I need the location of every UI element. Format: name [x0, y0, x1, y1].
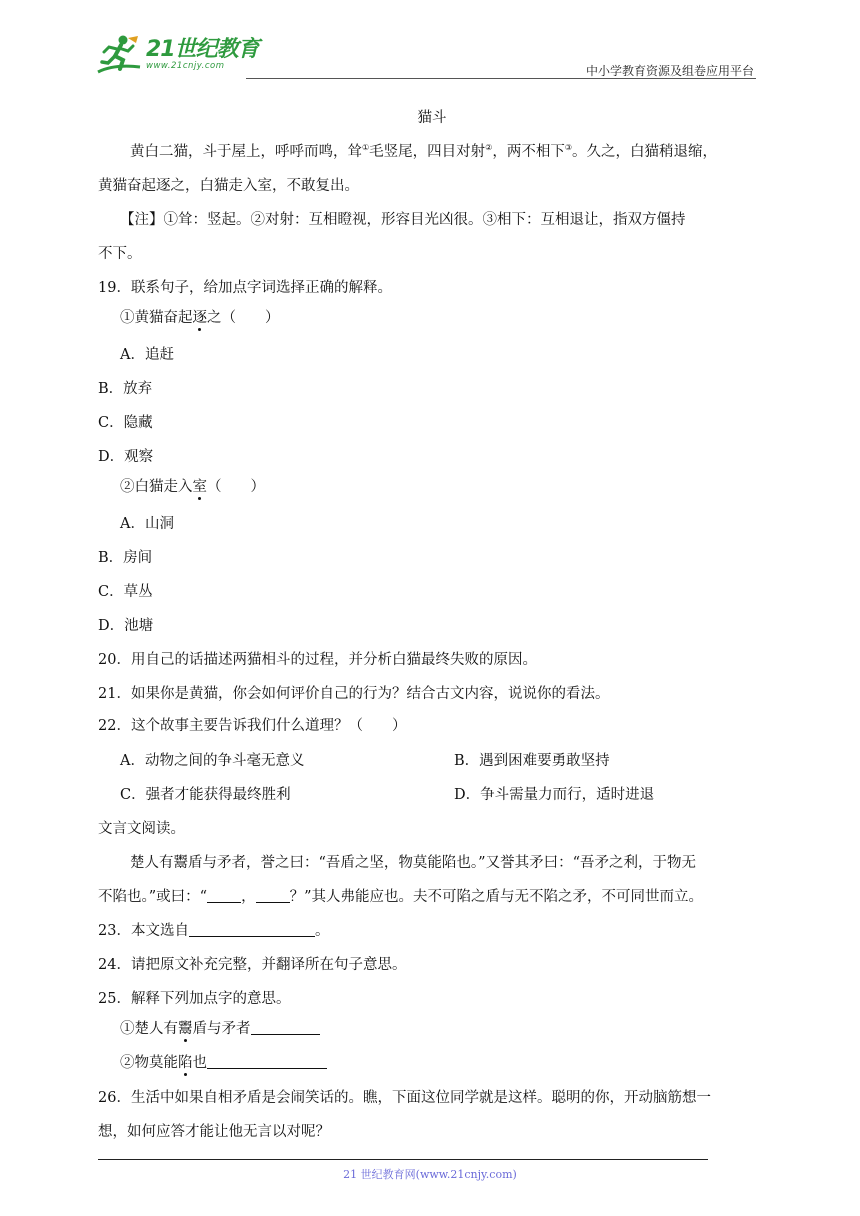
- question-19-stem: 19．联系句子，给加点字词选择正确的解释。: [98, 280, 392, 296]
- notes-line1: 【注】①耸：竖起。②对射：互相瞪视，形容目光凶很。③相下：互相退让，指双方僵持: [120, 212, 686, 228]
- passage-paragraph-line1: [130, 140, 717, 161]
- option-19-2-b[interactable]: B．房间: [98, 550, 153, 566]
- footnote-marker: ①: [362, 143, 370, 152]
- question-20: 20．用自己的话描述两猫相斗的过程，并分析白猫最终失败的原因。: [98, 652, 537, 668]
- footer-divider: [98, 1159, 708, 1160]
- passage-paragraph-line2: 黄猫奋起逐之，白猫走入室，不敢复出。: [98, 178, 359, 194]
- option-22-a[interactable]: A．动物之间的争斗毫无意义: [120, 753, 305, 769]
- question-22-stem: 22．这个故事主要告诉我们什么道理？（ ）: [98, 718, 407, 734]
- passage-text: ？”其人弗能应也。夫不可陷之盾与无不陷之矛，不可同世而立。: [289, 889, 703, 905]
- passage-text: ，: [241, 889, 256, 905]
- fill-blank-2[interactable]: [256, 888, 290, 903]
- logo-title: 21世纪教育: [146, 37, 259, 62]
- sub-question-text: 之（ ）: [207, 310, 280, 326]
- option-19-2-a[interactable]: A．山洞: [120, 516, 174, 532]
- dotted-character: 逐: [192, 310, 207, 326]
- passage-text: 毛竖尾，四目对射: [369, 144, 486, 160]
- question-24: 24．请把原文补充完整，并翻译所在句子意思。: [98, 957, 407, 973]
- passage-title: 猫斗: [417, 110, 447, 126]
- site-logo: [96, 34, 259, 76]
- question-21: 21．如果你是黄猫，你会如何评价自己的行为？结合古文内容，说说你的看法。: [98, 686, 610, 702]
- header-divider: [246, 78, 756, 79]
- passage-text: 不陷也。”或曰：“: [98, 889, 208, 905]
- question-text: 。: [314, 923, 330, 939]
- section-heading: 文言文阅读。: [98, 821, 185, 837]
- sub-question-text: ②物莫能: [120, 1055, 178, 1071]
- footnote-marker: ③: [564, 143, 573, 152]
- question-19-sub1: [120, 306, 280, 327]
- answer-blank[interactable]: [251, 1020, 320, 1035]
- footnote-marker: ②: [485, 143, 493, 152]
- dotted-character: 室: [192, 479, 207, 495]
- question-23: [98, 919, 329, 940]
- dotted-character: 鬻: [178, 1021, 193, 1037]
- fill-blank-1[interactable]: [207, 888, 241, 903]
- answer-blank[interactable]: [189, 922, 315, 937]
- option-19-1-a[interactable]: A．追赶: [120, 347, 174, 363]
- passage2-line2: [98, 885, 703, 906]
- question-26-line1: 26．生活中如果自相矛盾是会闹笑话的。瞧，下面这位同学就是这样。聪明的你，开动脑筋想一: [98, 1090, 711, 1106]
- option-22-b[interactable]: B．遇到困难要勇敢坚持: [454, 753, 610, 769]
- notes-line2: 不下。: [98, 246, 142, 262]
- sub-question-text: ①楚人有: [120, 1021, 178, 1037]
- option-19-2-c[interactable]: C．草丛: [98, 584, 153, 600]
- option-19-2-d[interactable]: D．池塘: [98, 618, 154, 634]
- logo-url: www.21cnjy.com: [146, 61, 225, 71]
- option-22-c[interactable]: C．强者才能获得最终胜利: [120, 787, 291, 803]
- page-header: [96, 30, 756, 80]
- passage-text: 。久之，白猫稍退缩，: [572, 144, 718, 160]
- footer-text[interactable]: 21 世纪教育网(www.21cnjy.com): [343, 1168, 517, 1181]
- question-text: 23．本文选自: [98, 923, 189, 939]
- sub-question-text: 也: [192, 1055, 207, 1071]
- sub-question-text: ①黄猫奋起: [120, 310, 193, 326]
- passage-text: 黄白二猫，斗于屋上，呼呼而鸣，耸: [130, 144, 362, 160]
- question-25-sub2: [120, 1051, 327, 1072]
- option-22-d[interactable]: D．争斗需量力而行，适时进退: [454, 787, 655, 803]
- passage-text: ，两不相下: [492, 144, 565, 160]
- option-19-1-b[interactable]: B．放弃: [98, 381, 153, 397]
- platform-name: 中小学教育资源及组卷应用平台: [585, 64, 754, 78]
- sub-question-text: 盾与矛者: [192, 1021, 251, 1037]
- question-25-sub1: [120, 1017, 320, 1038]
- running-man-icon: [96, 34, 142, 76]
- question-25-stem: 25．解释下列加点字的意思。: [98, 991, 291, 1007]
- answer-blank[interactable]: [207, 1054, 327, 1069]
- question-26-line2: 想，如何应答才能让他无言以对呢？: [98, 1124, 330, 1140]
- option-19-1-c[interactable]: C．隐藏: [98, 415, 153, 431]
- option-19-1-d[interactable]: D．观察: [98, 449, 154, 465]
- question-19-sub2: [120, 475, 265, 496]
- sub-question-text: （ ）: [207, 479, 265, 495]
- passage2-line1: 楚人有鬻盾与矛者，誉之曰：“吾盾之坚，物莫能陷也。”又誉其矛曰：“吾矛之利，于物无: [130, 855, 696, 871]
- sub-question-text: ②白猫走入: [120, 479, 193, 495]
- dotted-character: 陷: [178, 1055, 193, 1071]
